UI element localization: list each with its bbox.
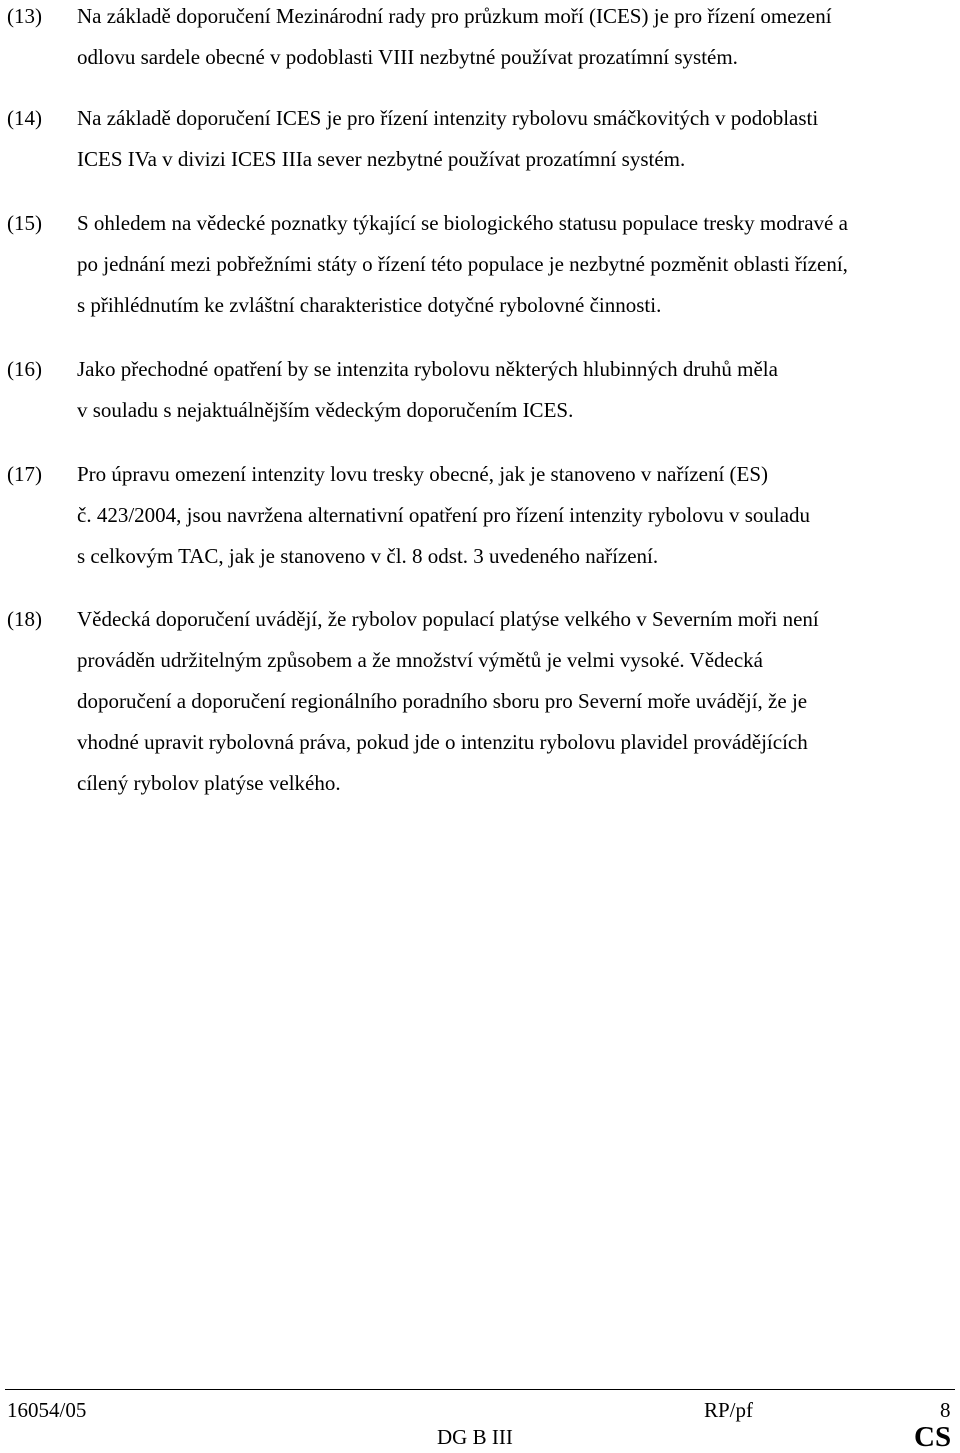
footer-divider [5,1389,955,1390]
footer-directorate: DG B III [437,1425,513,1449]
recital-text [77,349,957,431]
footer-reference: RP/pf [704,1398,754,1422]
recital-line: odlovu sardele obecné v podoblasti VIII nezbytné používat prozatímní systém. [77,45,738,69]
recital-line: v souladu s nejaktuálnějším vědeckým doporučením ICES. [77,398,574,422]
recital-number: (15) [7,211,42,235]
recital-line: Vědecká doporučení uvádějí, že rybolov populací platýse velkého v Severním moři není [77,607,819,631]
recital-text [77,599,957,804]
recital-line: prováděn udržitelným způsobem a že množství výmětů je velmi vysoké. Vědecká [77,648,763,672]
recital-line: ICES IVa v divizi ICES IIIa sever nezbytné používat prozatímní systém. [77,147,686,171]
recital-line: Na základě doporučení Mezinárodní rady pro průzkum moří (ICES) je pro řízení omezení [77,4,832,28]
recital-line: č. 423/2004, jsou navržena alternativní opatření pro řízení intenzity rybolovu v souladu [77,503,811,527]
recital-line: s přihlédnutím ke zvláštní charakteristice dotyčné rybolovné činnosti. [77,293,662,317]
recital-number: (17) [7,462,42,486]
recital-line: cílený rybolov platýse velkého. [77,771,341,795]
recital-line: vhodné upravit rybolovná práva, pokud jde o intenzitu rybolovu plavidel provádějících [77,730,808,754]
recital-line: Pro úpravu omezení intenzity lovu tresky obecné, jak je stanoveno v nařízení (ES) [77,462,769,486]
recital-line: po jednání mezi pobřežními státy o řízení této populace je nezbytné pozměnit oblasti řízení, [77,252,848,276]
recital-text [77,0,957,78]
footer-document-number: 16054/05 [7,1398,87,1422]
recital-number: (18) [7,607,42,631]
recital-line: Jako přechodné opatření by se intenzita rybolovu některých hlubinných druhů měla [77,357,778,381]
recital-line: Na základě doporučení ICES je pro řízení intenzity rybolovu smáčkovitých v podoblasti [77,106,819,130]
recital-line: doporučení a doporučení regionálního poradního sboru pro Severní moře uvádějí, že je [77,689,808,713]
recital-line: S ohledem na vědecké poznatky týkající se biologického statusu populace tresky modravé a [77,211,848,235]
recital-text [77,454,957,577]
recital-text [77,203,957,326]
recital-number: (14) [7,106,42,130]
footer-language-code: CS [914,1421,952,1453]
recital-number: (13) [7,4,42,28]
footer-page-number: 8 [940,1398,951,1422]
recital-line: s celkovým TAC, jak je stanoveno v čl. 8 odst. 3 uvedeného nařízení. [77,544,659,568]
recital-number: (16) [7,357,42,381]
recital-text [77,98,957,180]
